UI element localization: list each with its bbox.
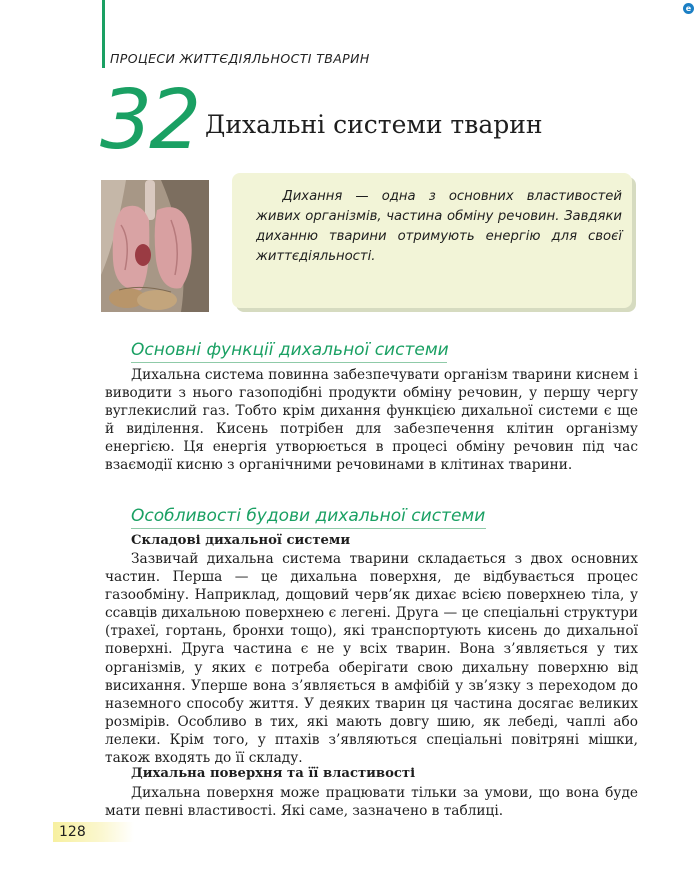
intro-text: Дихання — одна з основних властивостей живих організмів, частина обміну речовин. Завдяки диханню тварини отримують енергію для своєї життєдіяльності.	[256, 189, 622, 264]
section1-paragraph: Дихальна система повинна забезпечувати організм тварини киснем і виводити з нього газоподібні продукти обміну речовин, у першу чергу вуглекислий газ. Тобто крім дихання функцією дихальної системи є ще й виділення. Кисень потрібен для забезпечення клітин організму енергією. Ця енергія утворюється в процесі обміну речовин під час взаємодії кисню з органічними речовинами в клітинах тварини.	[105, 367, 638, 474]
section1-heading	[131, 340, 449, 360]
subheading-components: Складові дихальної системи	[131, 533, 351, 548]
section2-heading-text: Особливості будови дихальної системи	[131, 506, 486, 526]
page-number: 128	[53, 822, 134, 842]
section2-heading	[131, 506, 485, 526]
section1-heading-text: Основні функції дихальної системи	[131, 340, 449, 360]
section2-paragraph2: Дихальна поверхня може працювати тільки за умови, що вона буде мати певні властивості. Які саме, зазначено в таблиці.	[105, 785, 638, 820]
chapter-title: Дихальні системи тварин	[205, 110, 543, 139]
subheading-respiratory-surface: Дихальна поверхня та її властивості	[131, 766, 416, 781]
section-label: ПРОЦЕСИ ЖИТТЄДІЯЛЬНОСТІ ТВАРИН	[110, 51, 370, 66]
chapter-number: 32	[100, 73, 199, 168]
lungs-photo	[101, 180, 209, 312]
publisher-logo	[683, 3, 694, 14]
section2-heading-rule	[131, 528, 486, 529]
section2-paragraph1: Зазвичай дихальна система тварини складається з двох основних частин. Перша — це дихальна поверхня, де відбувається процес газообміну. Наприклад, дощовий черв’як дихає всією поверхнею тіла, у ссавців дихальною поверхнею є легені. Друга — це спеціальні структури (трахеї, гортань, бронхи тощо), які транспортують кисень до дихальної поверхні. Друга частина є не у всіх тварин. Вона з’являється у тих організмів, у яких є потреба оберігати свою дихальну поверхню від висихання. Уперше вона з’являється в амфібій у зв’язку з переходом до наземного способу життя. У деяких тварин ця частина досягає великих розмірів. Особливо в тих, які мають довгу шию, як лебеді, чаплі або лелеки. Крім того, у птахів з’являються спеціальні повітряні мішки, також входять до її складу.	[105, 551, 638, 767]
e-logo-icon: e	[683, 3, 694, 14]
lungs-illustration	[101, 180, 209, 312]
header-accent-line	[102, 0, 105, 68]
intro-callout	[232, 173, 632, 308]
section1-heading-rule	[131, 362, 447, 363]
